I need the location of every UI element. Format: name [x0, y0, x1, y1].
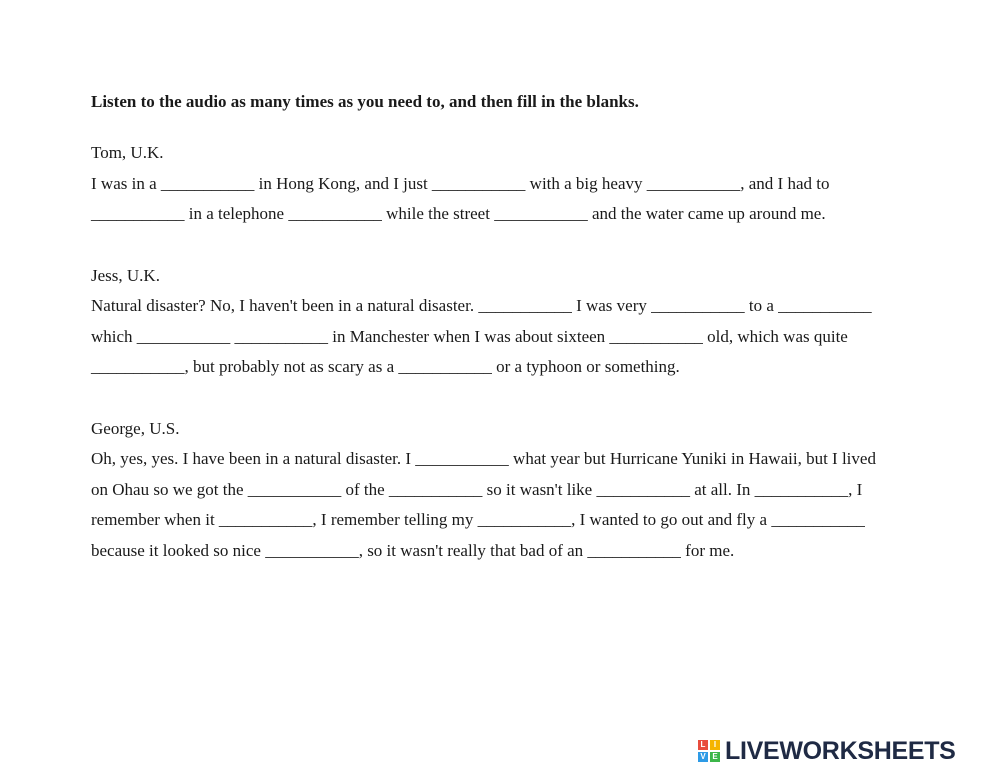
- logo-block: L: [698, 740, 708, 750]
- logo-block: E: [710, 752, 720, 762]
- text-line: on Ohau so we got the ___________ of the ___________ so it wasn't like ___________ at all. In ___________, I: [91, 479, 863, 499]
- speaker-name: Jess, U.K.: [91, 265, 160, 285]
- instructions-heading: Listen to the audio as many times as you need to, and then fill in the blanks.: [91, 92, 639, 111]
- speaker-name: Tom, U.K.: [91, 143, 164, 162]
- section-tom: [91, 138, 931, 230]
- text-line: I was in a ___________ in Hong Kong, and I just ___________ with a big heavy ___________, and I had to: [91, 173, 830, 193]
- section-jess: [91, 261, 931, 383]
- text-line: which ___________ ___________ in Manchester when I was about sixteen ___________ old, which was quite: [91, 326, 848, 346]
- logo-block: V: [698, 752, 708, 762]
- text-line: Natural disaster? No, I haven't been in a natural disaster. ___________ I was very ___________ to a ___________: [91, 296, 872, 315]
- text-line: ___________ in a telephone ___________ while the street ___________ and the water came up around me.: [91, 204, 826, 223]
- text-line: remember when it ___________, I remember telling my ___________, I wanted to go out and fly a ___________: [91, 510, 865, 529]
- speaker-name: George, U.S.: [91, 418, 180, 438]
- text-line: Oh, yes, yes. I have been in a natural disaster. I ___________ what year but Hurricane Yuniki in Hawaii, but I lived: [91, 449, 876, 468]
- logo-text: LIVEWORKSHEETS: [725, 736, 956, 765]
- section-george: [91, 414, 931, 567]
- worksheet: [91, 88, 931, 597]
- text-line: because it looked so nice ___________, so it wasn't really that bad of an ___________ for me.: [91, 540, 735, 560]
- logo-blocks-icon: [698, 740, 720, 762]
- liveworksheets-logo: [698, 737, 956, 765]
- logo-block: I: [710, 740, 720, 750]
- text-line: ___________, but probably not as scary as a ___________ or a typhoon or something.: [91, 357, 680, 376]
